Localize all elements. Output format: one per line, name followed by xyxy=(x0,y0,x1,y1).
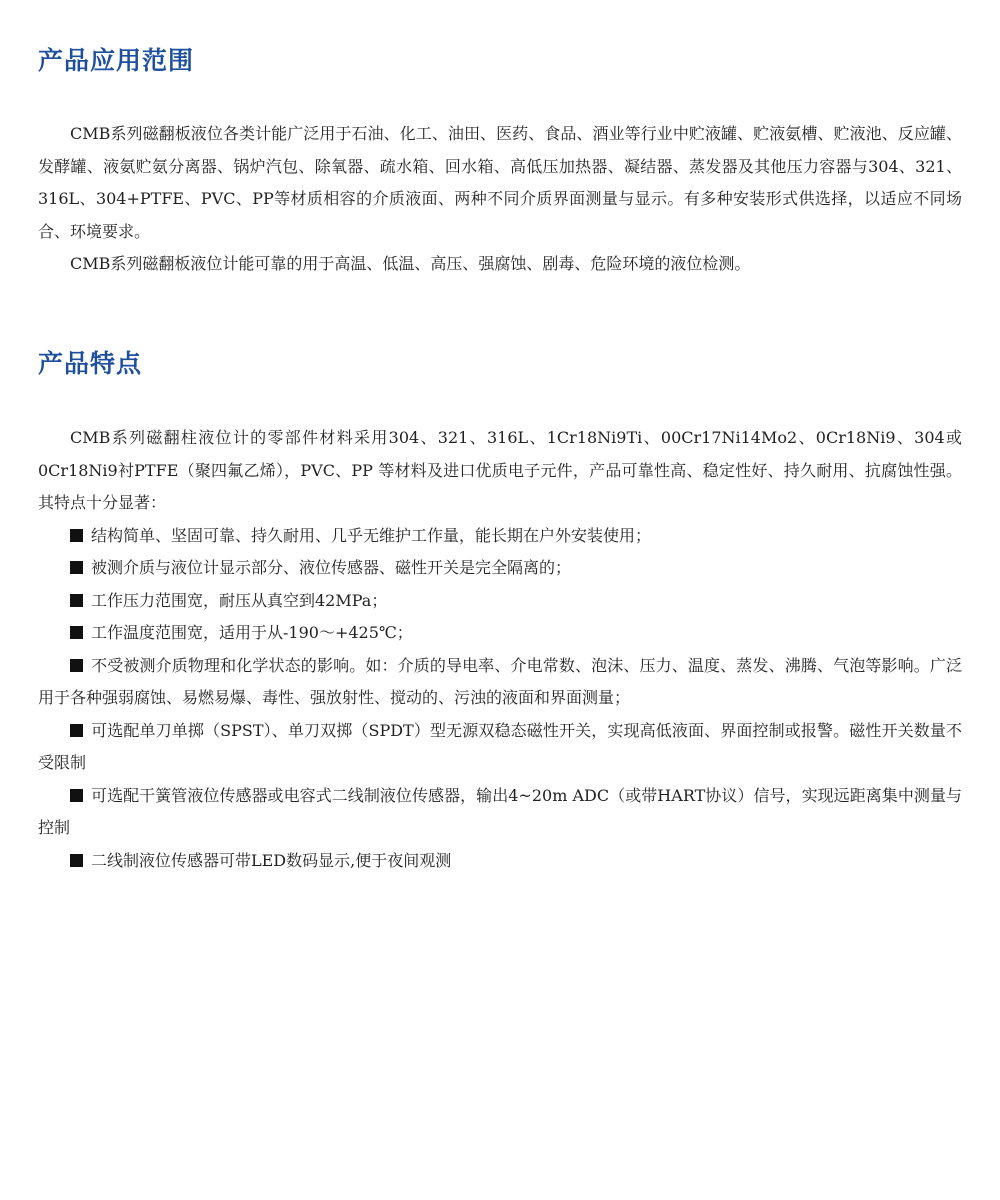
feature-item-text: 结构简单、坚固可靠、持久耐用、几乎无维护工作量，能长期在户外安装使用； xyxy=(91,525,652,545)
feature-item xyxy=(38,552,962,585)
square-bullet-icon xyxy=(70,626,83,639)
square-bullet-icon xyxy=(70,854,83,867)
square-bullet-icon xyxy=(70,594,83,607)
application-body xyxy=(38,118,962,281)
application-paragraph-1: CMB系列磁翻板液位各类计能广泛用于石油、化工、油田、医药、食品、酒业等行业中贮液罐、贮液氨槽、贮液池、反应罐、发酵罐、液氨贮氨分离器、锅炉汽包、除氧器、疏水箱、回水箱、高低压加热器、凝结器、蒸发器及其他压力容器与304、321、316L、304+PTFE、PVC、PP等材质相容的介质液面、两种不同介质界面测量与显示。有多种安装形式供选择，以适应不同场合、环境要求。 xyxy=(38,124,962,241)
square-bullet-icon xyxy=(70,724,83,737)
feature-item xyxy=(38,617,962,650)
square-bullet-icon xyxy=(70,529,83,542)
square-bullet-icon xyxy=(70,561,83,574)
feature-item xyxy=(38,845,962,878)
features-intro: CMB系列磁翻柱液位计的零部件材料采用304、321、316L、1Cr18Ni9Ti、00Cr17Ni14Mo2、0Cr18Ni9、304或0Cr18Ni9衬PTFE（聚四氟乙烯），PVC、PP 等材料及进口优质电子元件，产品可靠性高、稳定性好、持久耐用、抗腐蚀性强。其特点十分显著： xyxy=(38,428,962,512)
section-title-application: 产品应用范围 xyxy=(38,46,195,75)
square-bullet-icon xyxy=(70,789,83,802)
feature-item-text: 工作压力范围宽，耐压从真空到42MPa； xyxy=(91,590,388,610)
feature-item-text: 可选配单刀单掷（SPST）、单刀双掷（SPDT）型无源双稳态磁性开关，实现高低液面、界面控制或报警。磁性开关数量不受限制 xyxy=(38,720,962,772)
feature-item-text: 不受被测介质物理和化学状态的影响。如：介质的导电率、介电常数、泡沫、压力、温度、蒸发、沸腾、气泡等影响。广泛用于各种强弱腐蚀、易燃易爆、毒性、强放射性、搅动的、污浊的液面和界面测量； xyxy=(38,655,962,707)
feature-item xyxy=(38,650,962,715)
feature-item xyxy=(38,780,962,845)
square-bullet-icon xyxy=(70,659,83,672)
feature-item xyxy=(38,520,962,553)
feature-item-text: 二线制液位传感器可带LED数码显示,便于夜间观测 xyxy=(91,850,452,870)
feature-item-text: 可选配干簧管液位传感器或电容式二线制液位传感器，输出4~20m ADC（或带HART协议）信号，实现远距离集中测量与控制 xyxy=(38,785,962,837)
application-paragraph-2: CMB系列磁翻板液位计能可靠的用于高温、低温、高压、强腐蚀、剧毒、危险环境的液位检测。 xyxy=(70,254,751,273)
features-body xyxy=(38,422,962,877)
feature-item xyxy=(38,715,962,780)
section-title-features: 产品特点 xyxy=(38,349,143,378)
feature-item-text: 工作温度范围宽，适用于从-190～+425℃； xyxy=(91,623,413,642)
feature-item xyxy=(38,585,962,618)
feature-item-text: 被测介质与液位计显示部分、液位传感器、磁性开关是完全隔离的； xyxy=(91,558,572,577)
